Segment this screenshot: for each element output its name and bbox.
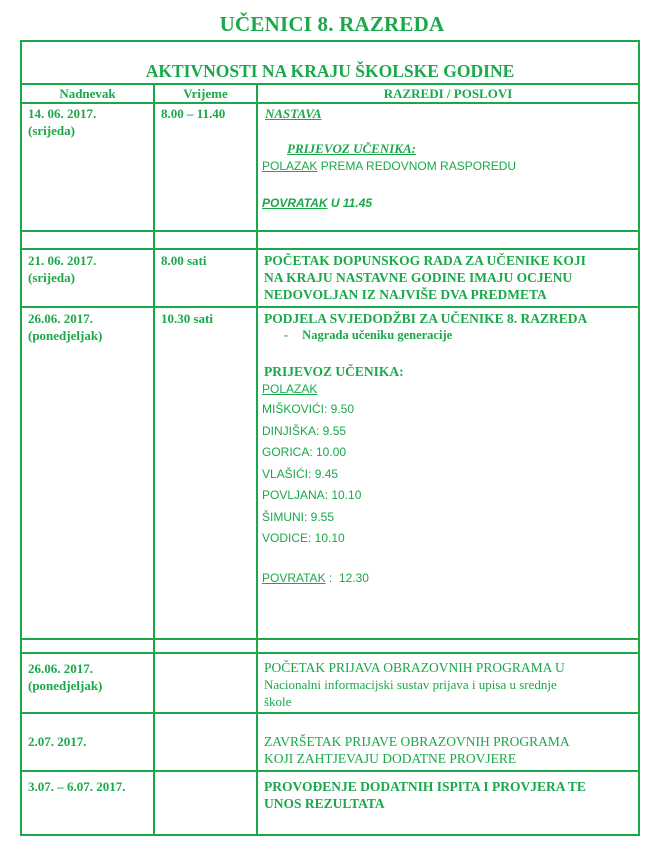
divider <box>20 230 640 232</box>
row-text <box>264 252 586 303</box>
row-text <box>264 659 565 710</box>
polazak-text: PREMA REDOVNOM RASPOREDU <box>317 159 517 173</box>
date-text: 26.06. 2017. <box>28 311 93 326</box>
stop-item: GORICA: 10.00 <box>262 445 347 459</box>
date-text: 26.06. 2017. <box>28 661 93 676</box>
povratak-label: POVRATAK <box>262 571 326 585</box>
text-line: KOJI ZAHTJEVAJU DODATNE PROVJERE <box>264 751 517 766</box>
text-line: PROVOĐENJE DODATNIH ISPITA I PROVJERA TE <box>264 779 586 794</box>
stop-item: VLAŠIĆI: 9.45 <box>262 466 339 481</box>
divider <box>20 638 640 640</box>
row-text <box>264 778 586 812</box>
bullet-text: Nagrada učeniku generacije <box>302 328 453 342</box>
text-line: POČETAK PRIJAVA OBRAZOVNIH PROGRAMA U <box>264 660 565 675</box>
row-time: 8.00 – 11.40 <box>161 106 226 121</box>
divider <box>20 712 640 714</box>
stop-item: POVLJANA: 10.10 <box>262 488 362 502</box>
prijevoz-label: PRIJEVOZ UČENIKA: <box>287 141 416 156</box>
povratak-text: : 12.30 <box>325 571 369 585</box>
stop-item: DINJIŠKA: 9.55 <box>262 423 347 438</box>
polazak-label: POLAZAK <box>262 159 318 173</box>
row-time: 8.00 sati <box>161 253 207 268</box>
date-text: 14. 06. 2017. <box>28 106 97 121</box>
text-line: UNOS REZULTATA <box>264 796 385 811</box>
divider <box>20 652 640 654</box>
text-line: Nacionalni informacijski sustav prijava i upisa u srednje <box>264 677 557 692</box>
nastava-label: NASTAVA <box>265 106 322 121</box>
text-line: škole <box>264 694 292 709</box>
text-line: POČETAK DOPUNSKOG RADA ZA UČENIKE KOJI <box>264 253 586 268</box>
column-divider <box>256 83 258 836</box>
page-title: UČENICI 8. RAZREDA <box>219 12 445 36</box>
day-text: (ponedjeljak) <box>28 328 103 343</box>
bullet-dash: - <box>284 328 289 342</box>
stop-item: ŠIMUNI: 9.55 <box>262 509 335 524</box>
text-line: NEDOVOLJAN IZ NAJVIŠE DVA PREDMETA <box>264 287 547 302</box>
header-classes: RAZREDI / POSLOVI <box>383 86 513 101</box>
bullet-item <box>284 327 452 344</box>
row-date: 2.07. 2017. <box>28 734 87 749</box>
divider <box>20 248 640 250</box>
day-text: (srijeda) <box>28 123 75 138</box>
row-text <box>264 733 570 767</box>
day-text: (srijeda) <box>28 270 75 285</box>
stop-item: MIŠKOVIĆI: 9.50 <box>262 402 355 416</box>
table-subtitle: AKTIVNOSTI NA KRAJU ŠKOLSKE GODINE <box>145 61 515 81</box>
povratak-line <box>262 570 369 587</box>
divider <box>20 102 640 104</box>
divider <box>20 306 640 308</box>
prijevoz-label: PRIJEVOZ UČENIKA: <box>264 364 404 379</box>
povratak-text: U 11.45 <box>327 196 373 210</box>
header-date: Nadnevak <box>59 86 116 101</box>
row-time: 10.30 sati <box>161 311 213 326</box>
ceremony-heading: PODJELA SVJEDODŽBI ZA UČENIKE 8. RAZREDA <box>264 311 588 326</box>
divider <box>20 770 640 772</box>
date-text: 21. 06. 2017. <box>28 253 97 268</box>
stop-item: VODICE: 10.10 <box>262 531 345 545</box>
polazak-label: POLAZAK <box>262 382 318 396</box>
day-text: (ponedjeljak) <box>28 678 103 693</box>
row-date <box>28 310 102 344</box>
header-time: Vrijeme <box>183 86 228 101</box>
row-date <box>28 252 96 286</box>
text-line: NA KRAJU NASTAVNE GODINE IMAJU OCJENU <box>264 270 573 285</box>
povratak-line <box>262 195 372 212</box>
row-date: 3.07. – 6.07. 2017. <box>28 779 126 794</box>
row-date <box>28 105 96 139</box>
polazak-line <box>262 158 516 175</box>
povratak-label: POVRATAK <box>262 196 328 210</box>
stops-list <box>262 399 361 550</box>
column-divider <box>153 83 155 836</box>
text-line: ZAVRŠETAK PRIJAVE OBRAZOVNIH PROGRAMA <box>264 734 570 749</box>
row-date <box>28 660 102 694</box>
